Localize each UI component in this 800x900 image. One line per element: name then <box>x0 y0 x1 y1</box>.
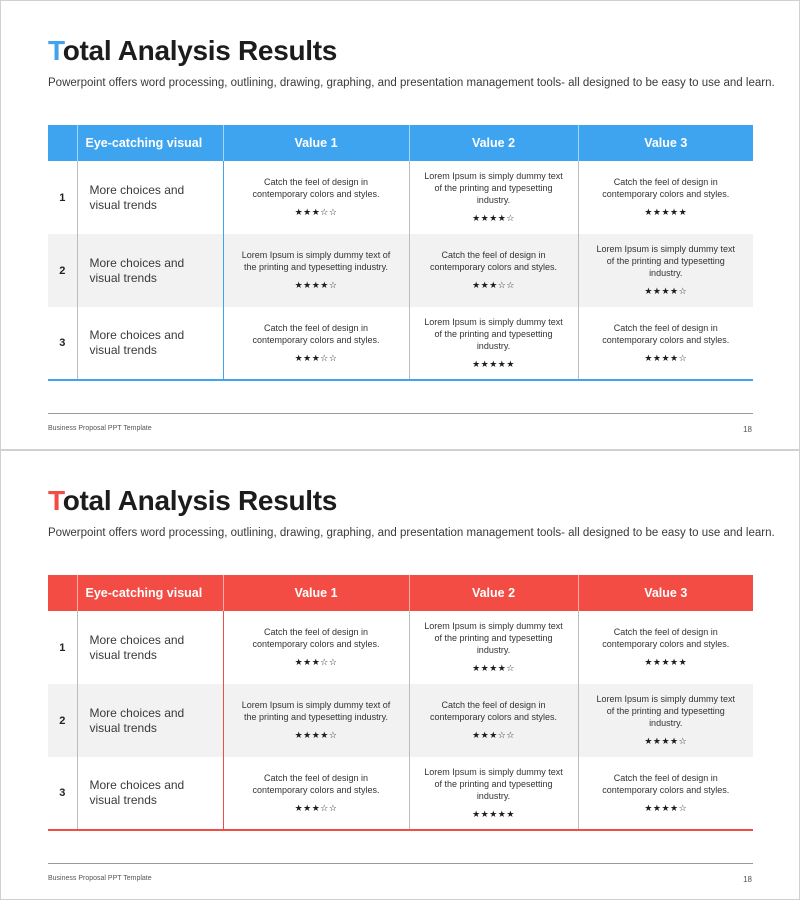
value-cell <box>409 161 578 234</box>
cell-text: Lorem Ipsum is simply dummy text of the printing and typesetting industry. <box>424 621 563 655</box>
title-rest: otal Analysis Results <box>62 35 338 66</box>
title-first-letter: T <box>48 485 63 516</box>
value-cell <box>409 611 578 684</box>
star-rating: ★★★☆☆ <box>294 658 338 668</box>
cell-text: Lorem Ipsum is simply dummy text of the printing and typesetting industry. <box>241 250 391 272</box>
value-cell <box>578 307 753 380</box>
header-eye-catching: Eye-catching visual <box>77 575 223 611</box>
slide-title <box>48 485 337 517</box>
value-cell <box>223 611 409 684</box>
value-cell <box>578 684 753 757</box>
cell-text: Catch the feel of design in contemporary colors and styles. <box>602 322 730 345</box>
value-cell <box>223 684 409 757</box>
page-number: 18 <box>743 875 752 884</box>
value-cell <box>578 161 753 234</box>
row-label: More choices and visual trends <box>77 161 223 234</box>
title-rest: otal Analysis Results <box>62 485 338 516</box>
cell-text: Lorem Ipsum is simply dummy text of the printing and typesetting industry. <box>424 766 563 801</box>
cell-text: Catch the feel of design in contemporary colors and styles. <box>429 700 558 722</box>
value-cell <box>578 757 753 830</box>
star-rating: ★★★★★ <box>644 208 688 218</box>
row-label: More choices and visual trends <box>77 757 223 830</box>
value-cell <box>223 234 409 307</box>
value-cell <box>409 307 578 380</box>
value-cell <box>223 307 409 380</box>
star-rating: ★★★☆☆ <box>294 803 338 814</box>
slide-subtitle: Powerpoint offers word processing, outlining, drawing, graphing, and presentation management tools- all designed to be easy to use and learn. <box>48 527 775 539</box>
star-rating: ★★★★☆ <box>472 664 515 674</box>
cell-text: Catch the feel of design in contemporary colors and styles. <box>602 772 730 795</box>
title-first-letter: T <box>48 35 63 66</box>
star-rating: ★★★★★ <box>472 359 515 370</box>
slide-red <box>0 450 800 900</box>
value-cell <box>578 234 753 307</box>
header-value-1: Value 1 <box>223 575 409 611</box>
row-number: 1 <box>59 641 66 654</box>
header-value-2: Value 2 <box>409 125 578 161</box>
star-rating: ★★★★☆ <box>472 214 515 224</box>
cell-text: Catch the feel of design in contemporary colors and styles. <box>252 627 380 649</box>
header-number <box>48 575 77 611</box>
star-rating: ★★★★★ <box>644 658 688 668</box>
analysis-table <box>48 575 753 831</box>
slide-title <box>48 35 337 67</box>
cell-text: Lorem Ipsum is simply dummy text of the printing and typesetting industry. <box>424 316 563 351</box>
star-rating: ★★★★☆ <box>644 737 688 747</box>
table-row <box>48 684 753 757</box>
star-rating: ★★★★☆ <box>294 731 338 741</box>
header-value-3: Value 3 <box>578 125 753 161</box>
header-value-2: Value 2 <box>409 575 578 611</box>
header-value-1: Value 1 <box>223 125 409 161</box>
value-cell <box>409 757 578 830</box>
cell-text: Catch the feel of design in contemporary colors and styles. <box>602 177 730 199</box>
cell-text: Catch the feel of design in contemporary colors and styles. <box>252 322 380 345</box>
cell-text: Catch the feel of design in contemporary colors and styles. <box>252 177 380 199</box>
value-cell <box>409 234 578 307</box>
star-rating: ★★★☆☆ <box>472 281 515 291</box>
star-rating: ★★★★☆ <box>644 803 688 814</box>
star-rating: ★★★☆☆ <box>294 208 338 218</box>
star-rating: ★★★☆☆ <box>294 353 338 364</box>
row-label: More choices and visual trends <box>77 307 223 380</box>
value-cell <box>223 161 409 234</box>
row-label: More choices and visual trends <box>77 234 223 307</box>
analysis-table <box>48 125 753 381</box>
cell-text: Lorem Ipsum is simply dummy text of the printing and typesetting industry. <box>424 171 563 205</box>
slide-subtitle: Powerpoint offers word processing, outlining, drawing, graphing, and presentation management tools- all designed to be easy to use and learn. <box>48 77 775 89</box>
star-rating: ★★★☆☆ <box>472 731 515 741</box>
value-cell <box>223 757 409 830</box>
cell-text: Catch the feel of design in contemporary colors and styles. <box>429 250 558 272</box>
cell-text: Lorem Ipsum is simply dummy text of the printing and typesetting industry. <box>596 244 736 278</box>
row-number: 1 <box>59 191 66 204</box>
row-number: 3 <box>48 307 77 380</box>
footer-divider <box>48 863 753 864</box>
star-rating: ★★★★★ <box>472 809 515 820</box>
header-eye-catching: Eye-catching visual <box>77 125 223 161</box>
row-number: 3 <box>48 757 77 830</box>
cell-text: Catch the feel of design in contemporary colors and styles. <box>602 627 730 649</box>
page-number: 18 <box>743 425 752 434</box>
table-row <box>48 757 753 830</box>
table-row <box>48 611 753 684</box>
table-row <box>48 234 753 307</box>
footer-label: Business Proposal PPT Template <box>48 425 152 432</box>
row-label: More choices and visual trends <box>77 684 223 757</box>
star-rating: ★★★★☆ <box>644 353 688 364</box>
cell-text: Lorem Ipsum is simply dummy text of the printing and typesetting industry. <box>241 700 391 722</box>
table-row <box>48 161 753 234</box>
header-number <box>48 125 77 161</box>
footer-divider <box>48 413 753 414</box>
cell-text: Catch the feel of design in contemporary colors and styles. <box>252 772 380 795</box>
star-rating: ★★★★☆ <box>644 287 688 297</box>
table-header-row <box>48 125 753 161</box>
cell-text: Lorem Ipsum is simply dummy text of the printing and typesetting industry. <box>596 694 736 728</box>
row-number: 2 <box>48 684 77 757</box>
value-cell <box>409 684 578 757</box>
row-label: More choices and visual trends <box>77 611 223 684</box>
table-row <box>48 307 753 380</box>
table-header-row <box>48 575 753 611</box>
value-cell <box>578 611 753 684</box>
header-value-3: Value 3 <box>578 575 753 611</box>
row-number: 2 <box>48 234 77 307</box>
footer-label: Business Proposal PPT Template <box>48 875 152 882</box>
star-rating: ★★★★☆ <box>294 281 338 291</box>
